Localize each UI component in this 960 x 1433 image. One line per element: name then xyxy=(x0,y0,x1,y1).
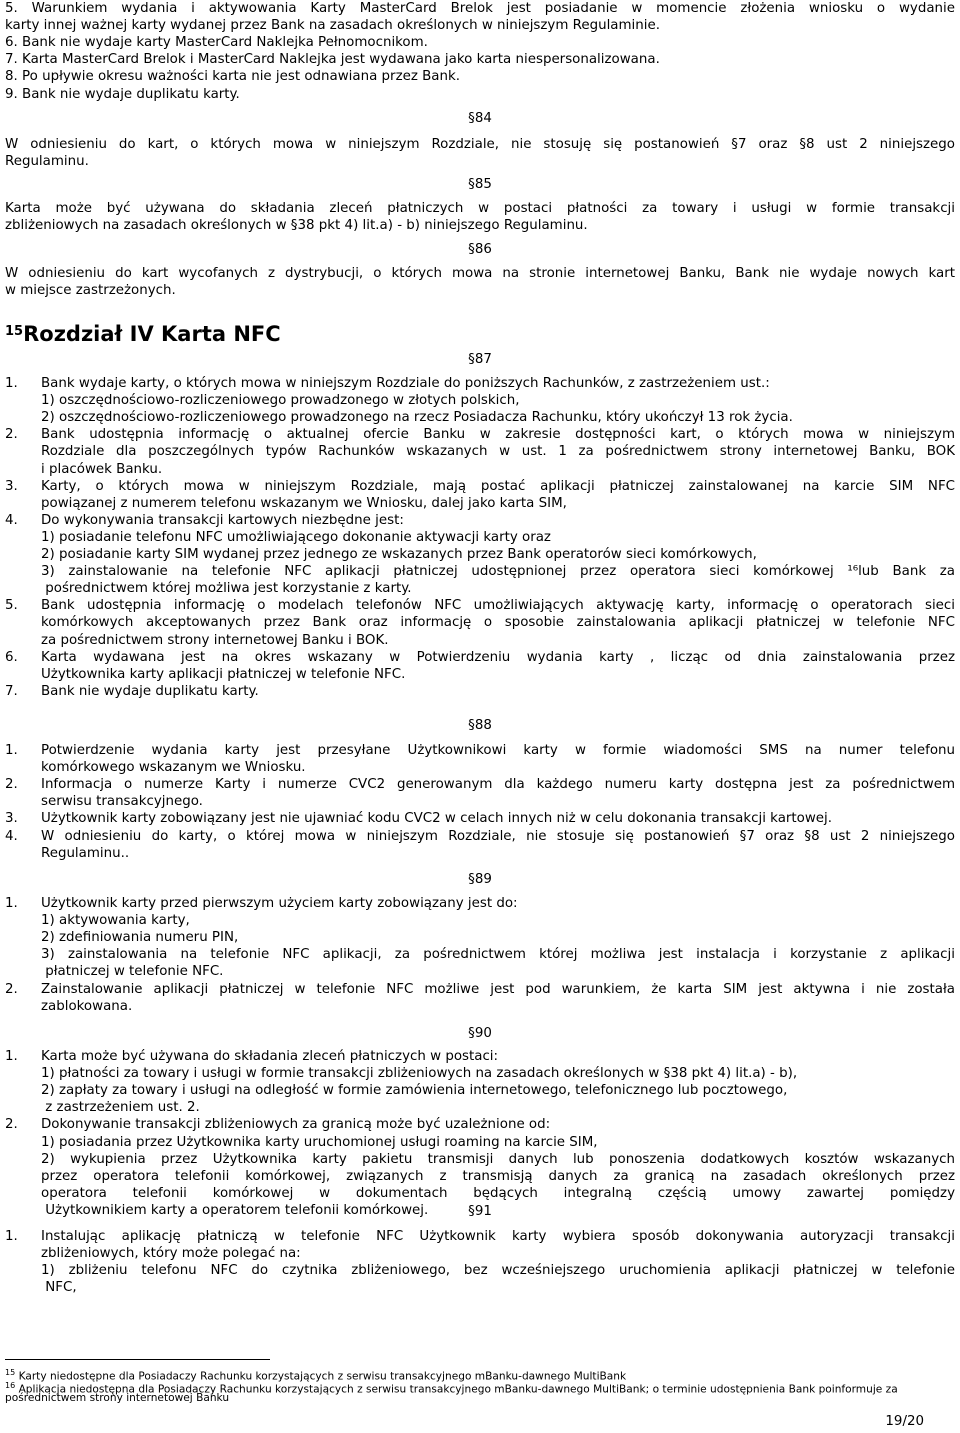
list-item xyxy=(5,392,955,409)
item-text: Karta wydawana jest na okres wskazany w Potwierdzeniu wydania karty , licząc od dnia zainstalowania przez xyxy=(41,649,955,665)
list-item xyxy=(5,1151,955,1168)
section-number: §86 xyxy=(468,242,492,257)
list-item xyxy=(5,546,955,563)
list-item xyxy=(5,929,955,946)
list-item: 8. Po upływie okresu ważności karta nie jest odnawiana przez Bank. xyxy=(5,69,461,85)
item-text: Bank udostępnia informację o aktualnej ofercie Banku w zakresie dostępności kart, o których mowa w niniejszym xyxy=(41,427,955,443)
item-text: 2) wykupienia przez Użytkownika karty pakietu transmisji danych lub ponoszenia dodatkowych kosztów wskazanych xyxy=(41,1151,955,1167)
item-text: za pośrednictwem strony internetowej Banku i BOK. xyxy=(41,632,389,648)
list-item xyxy=(5,563,955,580)
list-item: 6. Bank nie wydaje karty MasterCard Naklejka Pełnomocnikom. xyxy=(5,35,428,51)
footnote-number: 16 xyxy=(5,1381,16,1390)
list-item xyxy=(5,614,955,631)
section-number: §87 xyxy=(468,352,492,367)
chapter-heading xyxy=(5,321,281,347)
paragraph-line: zbliżeniowych na zasadach określonych w §38 pkt 4) lit.a) - b) niniejszego Regulaminu. xyxy=(5,218,588,234)
footnote-separator xyxy=(5,1359,270,1360)
list-item xyxy=(5,683,955,700)
list-item xyxy=(5,845,955,862)
list-item xyxy=(5,649,955,666)
list-item xyxy=(5,828,955,845)
item-number xyxy=(5,614,41,631)
footnote-text: Karty niedostępne dla Posiadaczy Rachunku korzystających z serwisu transakcyjnego mBanku-dawnego MultiBank xyxy=(18,1370,627,1383)
item-number: 1. xyxy=(5,1049,18,1064)
footnote-ref: 15 xyxy=(5,324,24,339)
list-item xyxy=(5,742,955,759)
item-text: NFC, xyxy=(41,1280,77,1296)
item-text: 1) zbliżeniu telefonu NFC do czytnika zbliżeniowego, bez wcześniejszego uruchomienia aplikacji płatniczej w telefonie xyxy=(41,1263,955,1279)
item-number: 1. xyxy=(5,743,18,758)
item-text: Użytkownik karty przed pierwszym użyciem karty zobowiązany jest do: xyxy=(41,896,518,911)
footnote-text: Aplikacja niedostępna dla Posiadaczy Rachunku korzystających z serwisu transakcyjnego mBanku-dawnego MultiBank; o terminie udostępnienia Bank poinformuje za xyxy=(18,1383,898,1396)
list-item xyxy=(5,1134,955,1151)
item-number: 1. xyxy=(5,376,18,391)
list-item xyxy=(5,1228,955,1245)
item-text: Karta może być używana do składania zleceń płatniczych w postaci: xyxy=(41,1049,499,1064)
item-text: Rozdziale dla poszczególnych typów Rachunków wskazanych w ust. 1 za pośrednictwem strony internetowej Banku, BOK xyxy=(41,444,955,460)
page-number: 19/20 xyxy=(885,1414,924,1429)
item-number: 5. xyxy=(5,598,18,614)
list-item xyxy=(5,1245,955,1262)
item-text: Dokonywanie transakcji zbliżeniowych za granicą może być uzależnione od: xyxy=(41,1117,551,1133)
list-item: karty innej ważnej karty wydanej przez Bank na zasadach określonych w niniejszym Regulaminie. xyxy=(5,18,660,34)
list-item xyxy=(5,1168,955,1185)
list-item xyxy=(5,810,955,827)
section-number: §89 xyxy=(468,872,492,887)
list-item xyxy=(5,759,955,776)
list-item xyxy=(5,963,955,980)
list-item xyxy=(5,375,955,392)
paragraph-line: Karta może być używana do składania zleceń płatniczych w postaci płatności za towary i usługi w formie transakcji xyxy=(5,201,955,216)
list-item xyxy=(5,1262,955,1279)
item-number: 1. xyxy=(5,896,18,911)
paragraph-line: Regulaminu. xyxy=(5,154,89,170)
item-number: 2. xyxy=(5,981,18,997)
item-text: Karty, o których mowa w niniejszym Rozdziale, mają postać aplikacji płatniczej zainstalowanej na karcie SIM NFC xyxy=(41,478,955,494)
item-text: Potwierdzenie wydania karty jest przesyłane Użytkownikowi karty w formie wiadomości SMS na numer telefonu xyxy=(41,743,955,758)
list-item xyxy=(5,443,955,460)
item-text: 1) płatności za towary i usługi w formie transakcji zbliżeniowych na zasadach określonych w §38 pkt 4) lit.a) - b), xyxy=(41,1066,798,1082)
list-item xyxy=(5,666,955,683)
item-text: Bank udostępnia informację o modelach telefonów NFC umożliwiających aktywację karty, informację o operatorach sieci xyxy=(41,598,955,614)
section-number: §90 xyxy=(468,1026,492,1041)
item-text: 1) aktywowania karty, xyxy=(41,913,190,929)
footnote-text: pośrednictwem strony internetowej Banku xyxy=(5,1392,230,1404)
item-text: Bank nie wydaje duplikatu karty. xyxy=(41,683,259,699)
list-item: 9. Bank nie wydaje duplikatu karty. xyxy=(5,86,240,102)
item-text: Zainstalowanie aplikacji płatniczej w telefonie NFC możliwe jest pod warunkiem, że karta SIM jest aktywna i nie została xyxy=(41,981,955,997)
item-text: i placówek Banku. xyxy=(41,461,163,477)
paragraph-line: w miejsce zastrzeżonych. xyxy=(5,283,176,299)
list-item xyxy=(5,495,955,512)
item-text: zbliżeniowych, który może polegać na: xyxy=(41,1246,301,1262)
item-text: pośrednictwem której możliwa jest korzystanie z karty. xyxy=(41,581,412,597)
list-item xyxy=(5,632,955,649)
item-text: 3) zainstalowania na telefonie NFC aplikacji, za pośrednictwem której możliwa jest instalacja i korzystanie z aplikacji xyxy=(41,947,955,963)
footnote xyxy=(5,1392,955,1405)
item-text: Instalując aplikację płatniczą w telefonie NFC Użytkownik karty wybiera sposób dokonywania autoryzacji transakcji xyxy=(41,1229,955,1244)
item-number xyxy=(5,1151,41,1168)
item-number: 1. xyxy=(5,1229,18,1244)
item-number: 2. xyxy=(5,1117,18,1133)
list-item xyxy=(5,981,955,998)
item-number xyxy=(5,1185,41,1202)
item-text: przez operatora telefonii komórkowej, związanych z transmisją danych za granicą na zasadach określonych przez xyxy=(41,1168,955,1184)
item-text: 2) oszczędnościowo-rozliczeniowego prowadzonego na rzecz Posiadacza Rachunku, który ukończył 13 rok życia. xyxy=(41,410,793,426)
list-item xyxy=(5,998,955,1015)
item-number: 4. xyxy=(5,828,18,844)
list-item xyxy=(5,912,955,929)
item-text: 2) zapłaty za towary i usługi na odległość w formie zamówienia internetowego, telefonicznego lub pocztowego, xyxy=(41,1083,788,1099)
list-item xyxy=(5,1048,955,1065)
list-item xyxy=(5,597,955,614)
list-item xyxy=(5,946,955,963)
item-text: z zastrzeżeniem ust. 2. xyxy=(41,1100,200,1116)
item-text: Informacja o numerze Karty i numerze CVC2 generowanym dla każdego numeru karty dostępna jest za pośrednictwem xyxy=(41,777,955,793)
item-number: 3. xyxy=(5,478,18,494)
list-item xyxy=(5,1116,955,1133)
list-item xyxy=(5,1185,955,1202)
list-item xyxy=(5,1065,955,1082)
item-number xyxy=(5,563,41,580)
item-number xyxy=(5,1168,41,1185)
item-text: 1) posiadanie telefonu NFC umożliwiającego dokonanie aktywacji karty oraz xyxy=(41,529,551,545)
list-item xyxy=(5,461,955,478)
paragraph-line: W odniesieniu do kart wycofanych z dystrybucji, o których mowa na stronie internetowej Banku, Bank nie wydaje nowych kart xyxy=(5,266,955,281)
item-text: Użytkownik karty zobowiązany jest nie ujawniać kodu CVC2 w celach innych niż w celu dokonania transakcji kartowej. xyxy=(41,811,833,827)
section-number: §88 xyxy=(468,718,492,733)
list-item xyxy=(5,478,955,495)
list-item xyxy=(5,1099,955,1116)
item-text: Do wykonywania transakcji kartowych niezbędne jest: xyxy=(41,512,404,528)
item-number: 3. xyxy=(5,811,18,827)
section-number: §84 xyxy=(468,111,492,126)
item-text: Bank wydaje karty, o których mowa w niniejszym Rozdziale do poniższych Rachunków, z zastrzeżeniem ust.: xyxy=(41,376,770,391)
list-item xyxy=(5,793,955,810)
section-number: §91 xyxy=(468,1204,492,1219)
item-text: 1) oszczędnościowo-rozliczeniowego prowadzonego w złotych polskich, xyxy=(41,393,520,409)
item-text: 3) zainstalowanie na telefonie NFC aplikacji płatniczej udostępnionej przez operatora sieci komórkowej ¹⁶lub Bank za xyxy=(41,564,955,580)
list-item xyxy=(5,895,955,912)
list-item xyxy=(5,409,955,426)
item-text: płatniczej w telefonie NFC. xyxy=(41,964,224,980)
item-text: W odniesieniu do karty, o której mowa w niniejszym Rozdziale, nie stosuje się postanowień §7 oraz §8 ust 2 niniejszego xyxy=(41,828,955,844)
list-item xyxy=(5,776,955,793)
list-item xyxy=(5,1082,955,1099)
list-item: 7. Karta MasterCard Brelok i MasterCard Naklejka jest wydawana jako karta niespersonalizowana. xyxy=(5,52,660,68)
item-number: 6. xyxy=(5,649,18,665)
item-text: serwisu transakcyjnego. xyxy=(41,794,203,810)
list-item xyxy=(5,1279,955,1296)
list-item: 5. Warunkiem wydania i aktywowania Karty MasterCard Brelok jest posiadanie w momencie złożenia wniosku o wydanie xyxy=(5,1,955,16)
item-number: 2. xyxy=(5,427,18,443)
item-text: Użytkownikiem karty a operatorem telefonii komórkowej. xyxy=(41,1202,429,1218)
chapter-title: Rozdział IV Karta NFC xyxy=(23,322,281,346)
item-text: komórkowych akceptowanych przez Bank oraz informację o sposobie zainstalowania aplikacji płatniczej w telefonie NFC xyxy=(41,615,955,631)
list-item xyxy=(5,529,955,546)
item-text: operatora telefonii komórkowej w dokumentach będących integralną częścią umowy zawartej pomiędzy xyxy=(41,1185,955,1201)
item-number xyxy=(5,443,41,460)
item-text: powiązanej z numerem telefonu wskazanym we Wniosku, dalej jako karta SIM, xyxy=(41,495,567,511)
item-text: Użytkownika karty aplikacji płatniczej w telefonie NFC. xyxy=(41,666,406,682)
item-number: 7. xyxy=(5,683,18,699)
item-number xyxy=(5,946,41,963)
footnote-number: 15 xyxy=(5,1368,16,1377)
section-number: §85 xyxy=(468,177,492,192)
item-number: 2. xyxy=(5,777,18,793)
item-text: Regulaminu.. xyxy=(41,845,130,861)
item-number xyxy=(5,1262,41,1279)
item-text: komórkowego wskazanym we Wniosku. xyxy=(41,760,306,776)
item-text: 2) zdefiniowania numeru PIN, xyxy=(41,930,239,946)
item-text: 2) posiadanie karty SIM wydanej przez jednego ze wskazanych przez Bank operatorów sieci komórkowych, xyxy=(41,547,757,562)
item-text: zablokowana. xyxy=(41,998,133,1014)
item-text: 1) posiadania przez Użytkownika karty uruchomionej usługi roaming na karcie SIM, xyxy=(41,1134,598,1150)
list-item xyxy=(5,426,955,443)
paragraph-line: W odniesieniu do kart, o których mowa w niniejszym Rozdziale, nie stosuję się postanowień §7 oraz §8 ust 2 niniejszego xyxy=(5,137,955,152)
list-item xyxy=(5,580,955,597)
item-number: 4. xyxy=(5,512,18,528)
list-item xyxy=(5,512,955,529)
